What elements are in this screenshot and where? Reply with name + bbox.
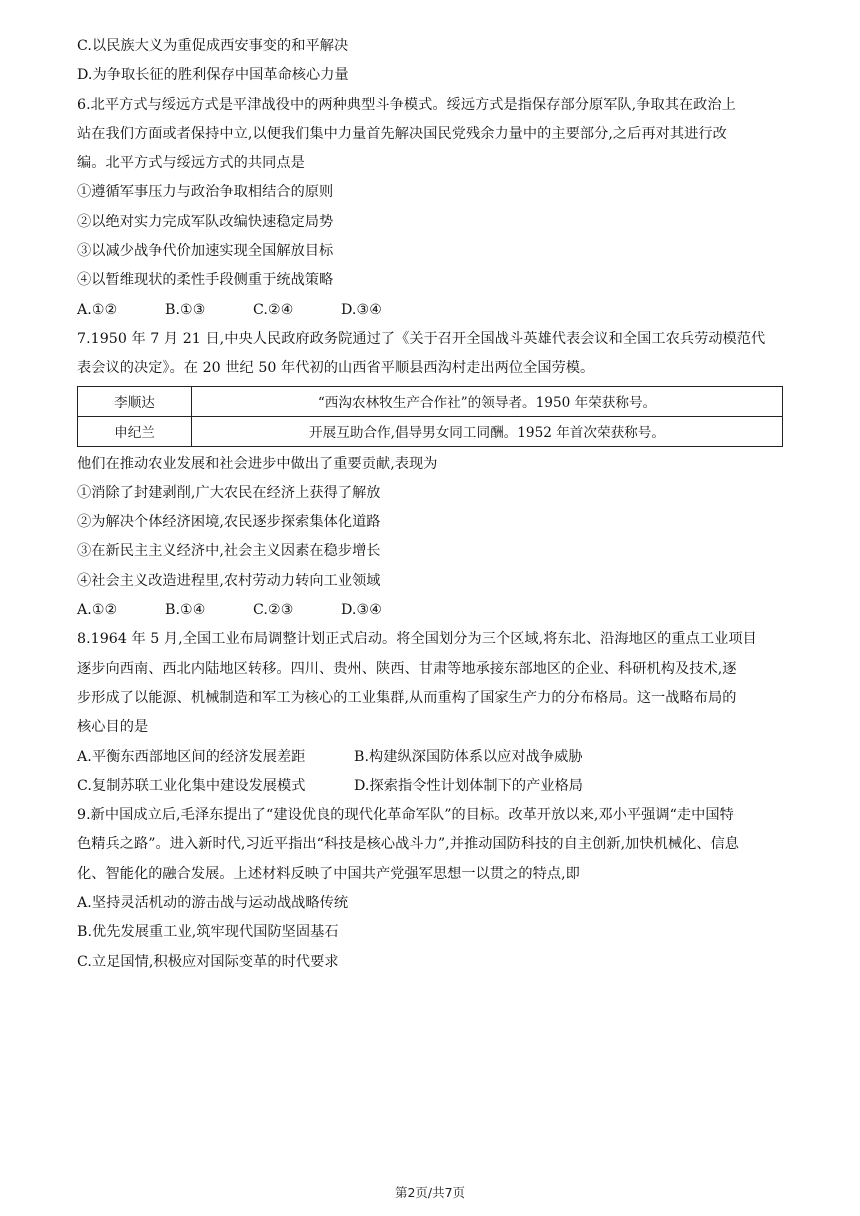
q8-choice-c: C.复制苏联工业化集中建设发展模式 [77,777,306,794]
q7-stem-line: 表会议的决定》。在 20 世纪 50 年代初的山西省平顺县西沟村走出两位全国劳模。 [77,360,595,377]
q7-choice-a: A.①② [77,602,118,619]
question-8 [77,625,783,801]
q6-stem-line: 编。北平方式与绥远方式的共同点是 [77,155,305,172]
q7-item: ①消除了封建剥削,广大农民在经济上获得了解放 [77,484,381,501]
q7-item: ④社会主义改造进程里,农村劳动力转向工业领域 [77,572,381,589]
q9-choice-b: B.优先发展重工业,筑牢现代国防坚固基石 [77,924,339,941]
table-cell-name: 申纪兰 [78,416,192,446]
q5-option-c: C.以民族大义为重促成西安事变的和平解决 [77,38,349,54]
page-content [77,32,783,977]
table-cell-desc: 开展互助合作,倡导男女同工同酬。1952 年首次荣获称号。 [192,416,783,446]
q7-stem-line: 7.1950 年 7 月 21 日,中央人民政府政务院通过了《关于召开全国战斗英雄代表会议和全国工农兵劳动模范代 [77,330,766,347]
q6-choice-d: D.③④ [341,301,383,318]
q6-stem-line: 站在我们方面或者保持中立,以便我们集中力量首先解决国民党残余力量中的主要部分,之后再对其进行改 [77,125,727,142]
q7-item: ②为解决个体经济困境,农民逐步探索集体化道路 [77,514,381,531]
q6-choice-b: B.①③ [165,301,206,318]
question-9 [77,801,783,977]
labor-model-table [77,386,783,447]
q9-stem-line: 色精兵之路”。进入新时代,习近平指出“科技是核心战斗力”,并推动国防科技的自主创新,加快机械化、信息 [77,836,740,853]
q6-item: ②以绝对实力完成军队改编快速稳定局势 [77,213,334,230]
q6-item: ③以减少战争代价加速实现全国解放目标 [77,243,334,260]
q7-choice-b: B.①④ [165,602,206,619]
q6-item: ④以暂维现状的柔性手段侧重于统战策略 [77,272,334,289]
q8-choice-a: A.平衡东西部地区间的经济发展差距 [77,748,306,765]
q7-choice-c: C.②③ [253,602,294,619]
q6-stem-line: 6.北平方式与绥远方式是平津战役中的两种典型斗争模式。绥远方式是指保存部分原军队,争取其在政治上 [77,96,736,113]
q8-choice-b: B.构建纵深国防体系以应对战争威胁 [354,748,583,765]
table-cell-name: 李顺达 [78,386,192,416]
q6-choices [77,296,783,325]
table-row [78,386,783,416]
table-cell-desc: “西沟农林牧生产合作社”的领导者。1950 年荣获称号。 [192,386,783,416]
q5-option-d: D.为争取长征的胜利保存中国革命核心力量 [77,67,349,84]
q8-choices-row [77,772,783,801]
q8-choices-row [77,743,783,772]
q7-choices [77,596,783,625]
q7-choice-d: D.③④ [341,602,383,619]
q6-choice-a: A.①② [77,301,118,318]
page-number: 第2页/共7页 [394,1185,466,1200]
q9-stem-line: 9.新中国成立后,毛泽东提出了“建设优良的现代化革命军队”的目标。改革开放以来,邓小平强调“走中国特 [77,807,734,824]
q8-choice-d: D.探索指令性计划体制下的产业格局 [354,777,584,794]
q6-choice-c: C.②④ [253,301,294,318]
q8-stem-line: 8.1964 年 5 月,全国工业布局调整计划正式启动。将全国划分为三个区域,将东北、沿海地区的重点工业项目 [77,631,757,648]
q9-choice-c: C.立足国情,积极应对国际变革的时代要求 [77,953,339,970]
q8-stem-line: 核心目的是 [77,719,149,736]
question-7 [77,325,783,625]
q9-choice-a: A.坚持灵活机动的游击战与运动战战略传统 [77,895,349,912]
q7-item: ③在新民主主义经济中,社会主义因素在稳步增长 [77,543,381,560]
question-6 [77,91,783,325]
q7-lead: 他们在推动农业发展和社会进步中做出了重要贡献,表现为 [77,455,438,472]
q9-stem-line: 化、智能化的融合发展。上述材料反映了中国共产党强军思想一以贯之的特点,即 [77,865,580,882]
q8-stem-line: 步形成了以能源、机械制造和军工为核心的工业集群,从而重构了国家生产力的分布格局。这一战略布局的 [77,689,737,706]
table-row [78,416,783,446]
q6-item: ①遵循军事压力与政治争取相结合的原则 [77,184,334,201]
q8-stem-line: 逐步向西南、西北内陆地区转移。四川、贵州、陕西、甘肃等地承接东部地区的企业、科研机构及技术,逐 [77,660,737,677]
